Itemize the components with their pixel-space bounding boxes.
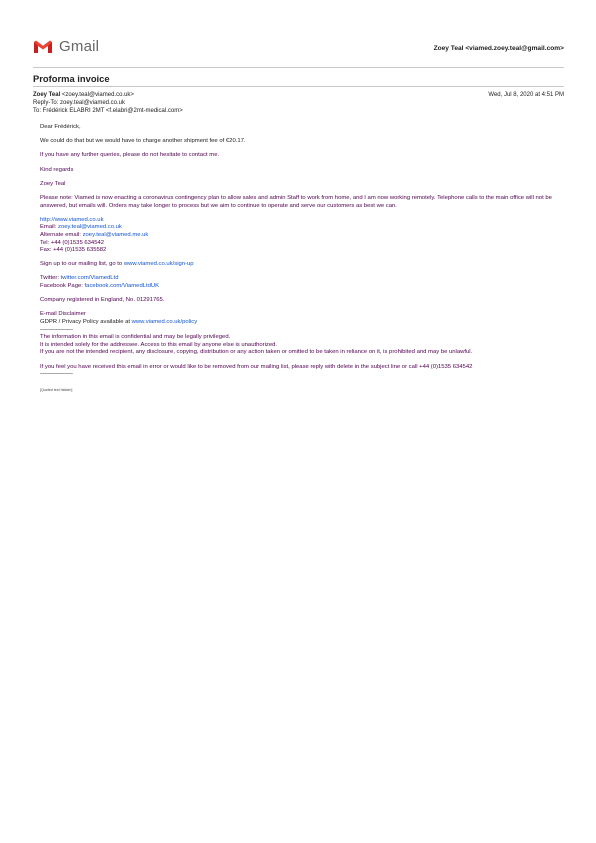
removal-block xyxy=(40,364,564,379)
disclaimer-block xyxy=(40,311,564,357)
header-divider xyxy=(33,67,564,68)
company-registered: Company registered in England, No. 01291765. xyxy=(40,297,165,304)
confidential-line-1: The information in this email is confidential and may be legally privileged. xyxy=(40,334,231,341)
alt-email-label: Alternate email: xyxy=(40,231,83,238)
subject-divider xyxy=(33,86,564,87)
gdpr-link[interactable]: www.viamed.co.uk/policy xyxy=(131,319,198,326)
mailing-list xyxy=(40,261,564,269)
recipient: To: Frédérick ELABRI 2MT <f.elabri@2mt-medical.com> xyxy=(33,108,183,114)
sender-name: Zoey Teal xyxy=(33,92,61,98)
sender-email[interactable]: <zoey.teal@viamed.co.uk> xyxy=(61,92,134,98)
signature-name: Zoey Teal xyxy=(40,180,66,187)
gmail-m-icon xyxy=(33,39,53,54)
confidential-line-2: It is intended solely for the addressee. Access to this email by anyone else is unauthorized. xyxy=(40,341,278,348)
account-label: Zoey Teal <viamed.zoey.teal@gmail.com> xyxy=(433,45,564,52)
tel-line: Tel: +44 (0)1535 634542 xyxy=(40,239,105,246)
separator-2: —————— xyxy=(40,371,73,378)
quoted-text-toggle[interactable]: [Quoted text hidden] xyxy=(40,387,73,392)
kind-regards: Kind regards xyxy=(40,166,74,173)
contact-block xyxy=(40,217,564,255)
fax-line: Fax: +44 (0)1535 635582 xyxy=(40,247,107,254)
email-subject: Proforma invoice xyxy=(33,73,110,84)
email-link[interactable]: zoey.teal@viamed.co.uk xyxy=(58,224,122,231)
email-print-page xyxy=(33,0,564,392)
facebook-label: Facebook Page: xyxy=(40,283,85,290)
gdpr-prefix: GDPR / Privacy Policy available at xyxy=(40,319,132,326)
contingency-notice: Please note: Viamed is now enacting a coronavirus contingency plan to allow sales and admin Staff to work from home, and I am now working remotely. Telephone calls to the main office will not be answered, but emails will. Orders may take longer to process but we aim to continue to operate and serve our customers as best we can. xyxy=(40,194,552,209)
body-line-2: If you have any further queries, please do not hesitate to contact me. xyxy=(40,152,220,159)
greeting: Dear Frédérick, xyxy=(40,124,81,130)
sender-row xyxy=(33,91,564,99)
email-body xyxy=(40,124,564,394)
twitter-label: Twitter: xyxy=(40,275,61,282)
website-link[interactable]: http://www.viamed.co.uk xyxy=(40,216,104,223)
email-label: Email: xyxy=(40,224,59,231)
separator: —————— xyxy=(40,326,73,333)
twitter-link[interactable]: twitter.com/ViamedLtd xyxy=(60,275,119,282)
email-date: Wed, Jul 8, 2020 at 4:51 PM xyxy=(488,92,564,98)
confidential-line-3: If you are not the intended recipient, any disclosure, copying, distribution or any action taken or omitted to be taken in reliance on it, is prohibited and may be unlawful. xyxy=(40,349,473,356)
body-line-1: We could do that but we would have to charge another shipment fee of €20.17. xyxy=(40,138,246,145)
alt-email-link[interactable]: zoey.teal@viamed.me.uk xyxy=(82,231,149,238)
mailing-prefix: Sign up to our mailing list, go to xyxy=(40,261,124,268)
facebook-link[interactable]: facebook.com/ViamedLtdUK xyxy=(84,283,160,290)
email-meta xyxy=(33,91,564,115)
gmail-logo[interactable] xyxy=(33,39,99,54)
page-header xyxy=(33,0,564,64)
gmail-brand-text: Gmail xyxy=(59,37,100,55)
reply-to: Reply-To: zoey.teal@viamed.co.uk xyxy=(33,100,126,106)
removal-line: If you feel you have received this email in error or would like to be removed from our mailing list, please reply with delete in the subject line or call +44 (0)1535 634542 xyxy=(40,363,473,370)
social-block xyxy=(40,275,564,290)
disclaimer-title: E-mail Disclaimer xyxy=(40,311,86,318)
mailing-link[interactable]: www.viamed.co.uk/sign-up xyxy=(123,261,194,268)
